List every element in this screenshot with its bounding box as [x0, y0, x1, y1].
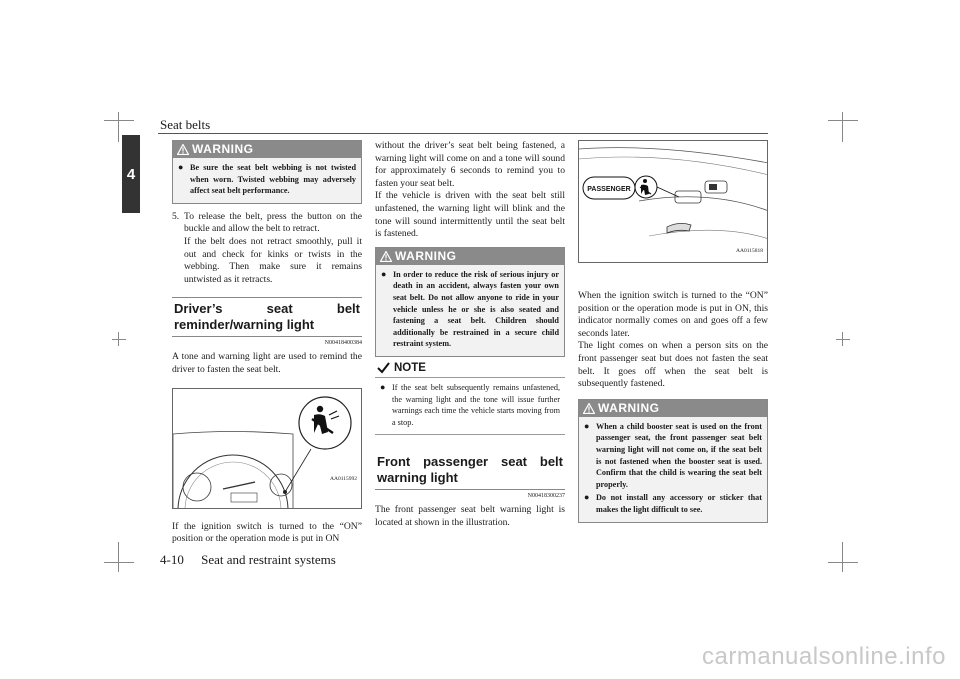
- warning-triangle-icon: [583, 403, 595, 414]
- warning-header: [579, 400, 767, 417]
- section-heading-driver: Driver’s seat belt reminder/warning light: [172, 297, 362, 337]
- passenger-label: PASSENGER: [587, 186, 631, 193]
- crop-mark: [828, 562, 858, 563]
- crop-mark: [118, 112, 119, 142]
- warning-bullet: ● In order to reduce the risk of serious injury or death in an accident, always fasten your own seat belt. Do not allow anyone to ride in your vehicle unless he or she is also seated and fastening a seat belt. Children should additionally be restrained in a secure child restraint system.: [381, 268, 559, 349]
- header-rule: [158, 133, 768, 134]
- crop-mark: [828, 120, 858, 121]
- note-label: NOTE: [394, 362, 426, 375]
- section-id: N00418400384: [324, 340, 362, 347]
- crop-mark: [842, 112, 843, 142]
- paragraph: If the ignition switch is turned to the “ON” position or the operation mode is put in ON: [172, 520, 362, 545]
- note-header: [375, 360, 565, 377]
- crop-mark: [104, 120, 134, 121]
- figure-instrument-cluster: [172, 388, 362, 509]
- footer-section: Seat and restraint systems: [201, 552, 336, 567]
- crop-mark: [836, 339, 850, 340]
- chapter-tab: 4: [122, 135, 140, 213]
- warning-box: [375, 247, 565, 357]
- crop-mark: [842, 542, 843, 572]
- figure-id: AA0115818: [736, 248, 763, 255]
- warning-box: [578, 399, 768, 523]
- warning-triangle-icon: [177, 144, 189, 155]
- warning-box: [172, 140, 362, 204]
- crop-mark: [104, 562, 134, 563]
- paragraph: If the vehicle is driven with the seat belt still unfastened, the warning light will blink and the tone will sound intermittently until the seat belt is fastened.: [375, 190, 565, 240]
- warning-header: [173, 141, 361, 158]
- warning-triangle-icon: [380, 251, 392, 262]
- step-text-2: If the belt does not retract smoothly, pull it out and check for kinks or twists in the webbing. Then make sure it remains untwisted as it retracts.: [184, 235, 362, 285]
- warning-bullet: ● Be sure the seat belt webbing is not twisted when worn. Twisted webbing may adversely affect seat belt performance.: [178, 162, 356, 196]
- step-5: [172, 211, 362, 287]
- note-bullet: ● If the seat belt subsequently remains unfastened, the warning light and the tone will issue further warnings each time the vehicle starts moving from a stop.: [380, 381, 560, 427]
- note-box: [375, 360, 565, 435]
- crop-mark: [842, 332, 843, 346]
- warning-label: WARNING: [598, 400, 660, 415]
- page-number: 4-10: [160, 552, 184, 567]
- column-1: [172, 140, 362, 546]
- warning-header: [376, 248, 564, 265]
- paragraph: A tone and warning light are used to remind the driver to fasten the seat belt.: [172, 351, 362, 375]
- column-3: [578, 140, 768, 523]
- warning-label: WARNING: [192, 142, 254, 157]
- note-check-icon: [377, 362, 390, 374]
- step-number: 5.: [172, 210, 180, 222]
- section-heading-passenger: Front passenger seat belt warning light: [375, 451, 565, 490]
- step-text: To release the belt, press the button on the buckle and allow the belt to retract.: [184, 210, 362, 235]
- crop-mark: [112, 339, 126, 340]
- warning-bullet: ● When a child booster seat is used on the front passenger seat, the front passenger seat belt warning light will not come on, if the seat belt is not fastened when the booster seat is used. Confirm that the child is wearing the seat belt properly.: [584, 420, 762, 489]
- paragraph: The front passenger seat belt warning light is located at shown in the illustration.: [375, 504, 565, 528]
- figure-id: AA0115992: [330, 475, 357, 482]
- section-id: N00418300237: [527, 493, 565, 500]
- paragraph: When the ignition switch is turned to the “ON” position or the operation mode is put in ON, this indicator normally comes on and goes off a few seconds later.: [578, 290, 768, 339]
- paragraph: without the driver’s seat belt being fastened, a warning light will come on and a tone will sound for approximately 6 seconds to remind you to fasten your seat belt.: [375, 140, 565, 189]
- paragraph: The light comes on when a person sits on the front passenger seat but does not fasten the seat belt. It goes off when the seat belt is subsequently fastened.: [578, 340, 768, 390]
- warning-label: WARNING: [395, 248, 457, 263]
- warning-bullet: ● Do not install any accessory or sticker that makes the light difficult to see.: [584, 492, 762, 514]
- column-2: [375, 140, 565, 529]
- running-header: Seat belts: [160, 117, 211, 132]
- figure-passenger-light: [578, 140, 768, 263]
- running-footer: [160, 552, 336, 568]
- watermark: carmanualsonline.info: [702, 643, 946, 670]
- crop-mark: [118, 542, 119, 572]
- crop-mark: [118, 332, 119, 346]
- instrument-cluster-illustration: [173, 389, 362, 509]
